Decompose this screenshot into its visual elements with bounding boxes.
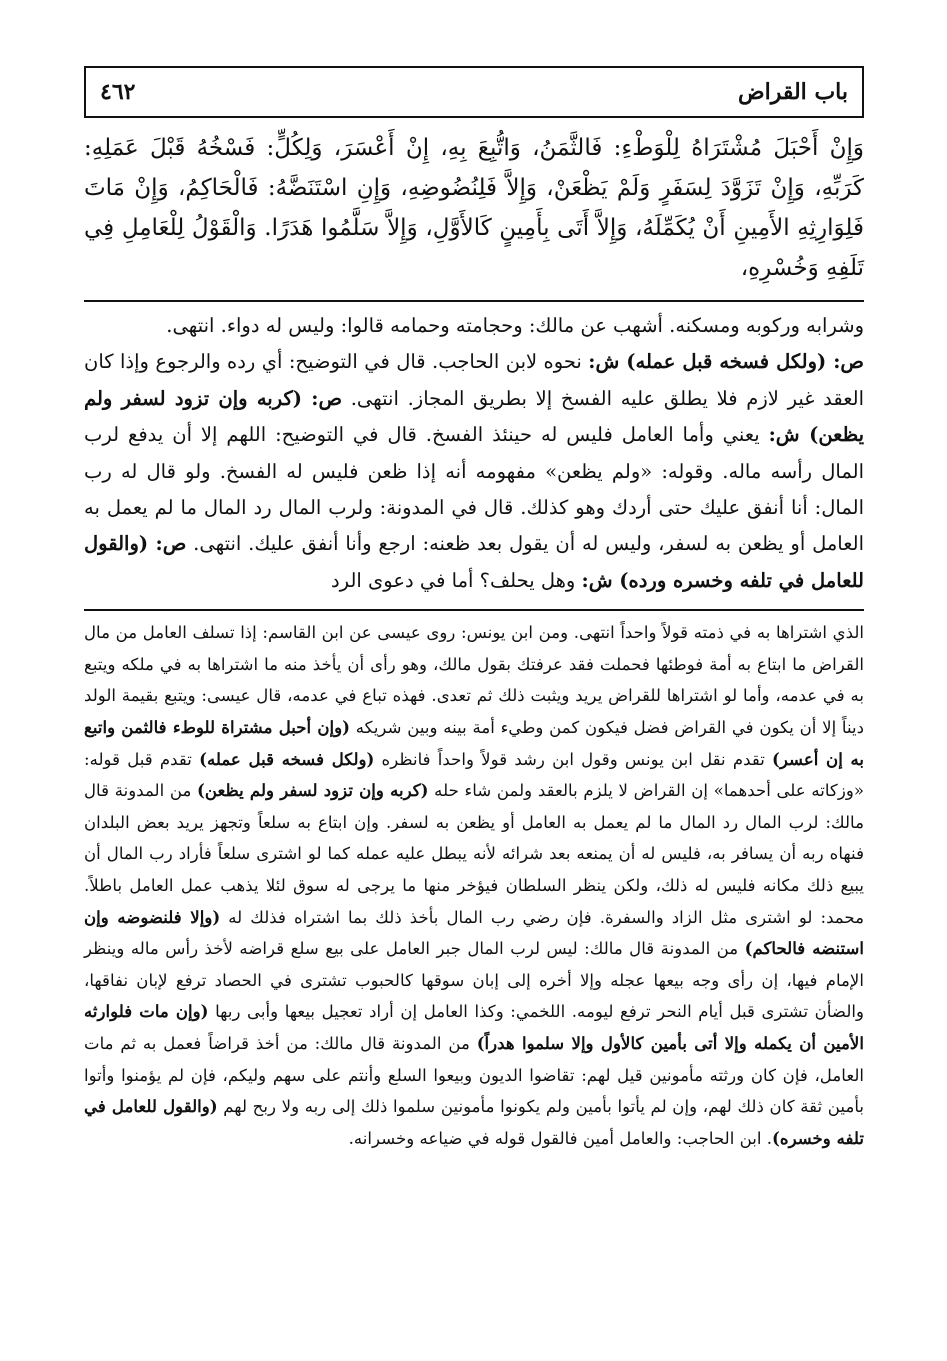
sharh-section bbox=[84, 308, 864, 599]
hashiya-text: تقدم قبل قوله: «وزكاته على أحدهما» إن القراض لا يلزم بالعقد ولمن شاء حله bbox=[84, 749, 864, 801]
hashiya-quote: (والقول للعامل في تلفه وخسره) bbox=[84, 1096, 864, 1148]
hashiya-quote: (ولكل فسخه قبل عمله) bbox=[199, 748, 375, 769]
sharh-paragraph bbox=[84, 308, 864, 599]
hashiya-text: من المدونة قال مالك: من أخذ قراضاً فعمل به ثم مات العامل، فإن كان ورثته مأمونين قيل لهم: تقاضوا الديون وبيعوا السلع وأنتم على سهم وليكم، فإن لم يؤمنوا وأتوا بأمين ثقة كان ذلك لهم، وإن لم يأتوا بأمين ولم يكونوا مأمونين سلموا ذلك إلى ربه ولا ربح لهم bbox=[84, 1033, 865, 1117]
sharh-quote: ص: (كربه وإن تزود لسفر ولم يظعن) ش: bbox=[84, 386, 864, 447]
sharh-text: وشرابه وركوبه ومسكنه. أشهب عن مالك: وحجامته وحمامه قالوا: وليس له دواء. انتهى. bbox=[166, 314, 864, 337]
hashiya-quote: (وإن أحبل مشتراة للوطء فالثمن واتبع به إن أعسر) bbox=[84, 717, 865, 769]
page-header bbox=[84, 66, 864, 118]
page bbox=[84, 66, 864, 1154]
section-divider-bottom bbox=[84, 609, 864, 611]
hashiya-paragraph bbox=[84, 617, 864, 1154]
hashiya-text: . ابن الحاجب: والعامل أمين فالقول قوله في ضياعه وخسرانه. bbox=[348, 1128, 773, 1148]
section-divider-top bbox=[84, 300, 864, 302]
matn-text: وَإِنْ أَحْبَلَ مُشْتَرَاهُ لِلْوَطْءِ: فَالثَّمَنُ، وَاتُّبِعَ بِهِ، إِنْ أَعْسَرَ، وَلِكُلٍّ: فَسْخُهُ قَبْلَ عَمَلِهِ: كَرَبِّهِ، وَإِنْ تَزَوَّدَ لِسَفَرٍ وَلَمْ يَظْعَنْ، وَإِلاَّ فَلِنُضُوضِهِ، وَإِنِ اسْتَنَضَّهُ: فَالْحَاكِمُ، وَإِنْ مَاتَ فَلِوَارِثِهِ الأَمِينِ أَنْ يُكَمِّلَهُ، وَإِلاَّ أَتَى بِأَمِينٍ كَالأَوَّلِ، وَإِلاَّ سَلَّمُوا هَدَرًا. وَالْقَوْلُ لِلْعَامِلِ فِي تَلَفِهِ وَخُسْرِهِ، bbox=[84, 135, 864, 281]
hashiya-quote: (وإلا فلنضوضه وإن استنضه فالحاكم) bbox=[84, 906, 865, 959]
hashiya-text: الذي اشتراها به في ذمته قولاً واحداً انتهى. ومن ابن يونس: روى عيسى عن ابن القاسم: إذا تسلف العامل من مال القراض ما ابتاع به أمة فوطئها فحملت فقد عرفتك بقول مالك، وهو رأى أن يأخذ منه ما اشتراها به في ملكه ويتبع به في عدمه، وأما لو اشتراها للقراض يريد ويثبت ذلك ثم تعدى. فهذه تباع في عدمه، قال عيسى: ويتبع بقيمة الولد ديناً إلا أن يكون في القراض فضل فيكون كمن وطيء أمة بينه وبين شريكه bbox=[84, 623, 864, 738]
hashiya-section bbox=[84, 617, 864, 1154]
hashiya-text: من المدونة قال مالك: لرب المال رد المال ما لم يعمل به العامل أو يظعن به لسفر. وإن ابتاع به سلعاً وتجهز يريد بعض البلدان فنهاه ربه أن يسافر به، فليس له أن يمنعه بعد شرائه لأنه يبطل عليه عمله كما لو اشترى سلعاً فأراد رب المال أن يبيع ذلك مكانه فليس له ذلك، ولكن ينظر السلطان فيؤخر منها ما يرجى له سوق لئلا يذهب عمل العامل باطلاً. محمد: لو اشترى مثل الزاد والسفرة. فإن رضي رب المال بأخذ ذلك بما اشتراه فذلك له bbox=[84, 781, 864, 927]
page-number: ٤٦٢ bbox=[100, 79, 136, 105]
hashiya-text: تقدم نقل ابن يونس وقول ابن رشد قولاً واحداً فانظره bbox=[374, 749, 773, 769]
sharh-quote: ص: (والقول للعامل في تلفه وخسره ورده) ش: bbox=[84, 532, 864, 592]
sharh-text: نحوه لابن الحاجب. قال في التوضيح: أي رده والرجوع وإذا كان العقد غير لازم فلا يطلق عليه الفسخ إلا بطريق المجاز. انتهى. bbox=[84, 350, 865, 410]
sharh-quote: ص: (ولكل فسخه قبل عمله) ش: bbox=[588, 350, 864, 374]
chapter-title: باب القراض bbox=[738, 79, 848, 105]
sharh-text: يعني وأما العامل فليس له حينئذ الفسخ. قال في التوضيح: اللهم إلا أن يدفع لرب المال رأسه ماله. وقوله: «ولم يظعن» مفهومه أنه إذا ظعن فليس له الفسخ. ولو قال له رب المال: أنا أنفق عليك حتى أردك وهو كذلك. قال في المدونة: ولرب المال رد المال ما لم يعمل به العامل أو يظعن به لسفر، وليس له أن يقول بعد ظعنه: ارجع وأنا أنفق عليك. انتهى. bbox=[84, 423, 865, 556]
sharh-text: وهل يحلف؟ أما في دعوى الرد bbox=[331, 568, 582, 592]
hashiya-quote: (كربه وإن تزود لسفر ولم يظعن) bbox=[197, 780, 429, 801]
hashiya-quote: (وإن مات فلوارثه الأمين أن يكمله وإلا أتى بأمين كالأول وإلا سلموا هدراً) bbox=[84, 1001, 864, 1053]
hashiya-text: من المدونة قال مالك: ليس لرب المال جبر العامل على بيع سلع قراضه لأخذ رأس ماله وينظر الإمام فيها، إن رأى وجه بيعها عجله وإلا أخره إلى إبان سوقها كالحبوب تشترى في الحصاد ترفع لإبان نفاقها، والضأن تشترى قبل أيام النحر ترفع ليومه. اللخمي: وكذا العامل إن أراد تعجيل بيعها وأبى ربها bbox=[84, 939, 864, 1022]
